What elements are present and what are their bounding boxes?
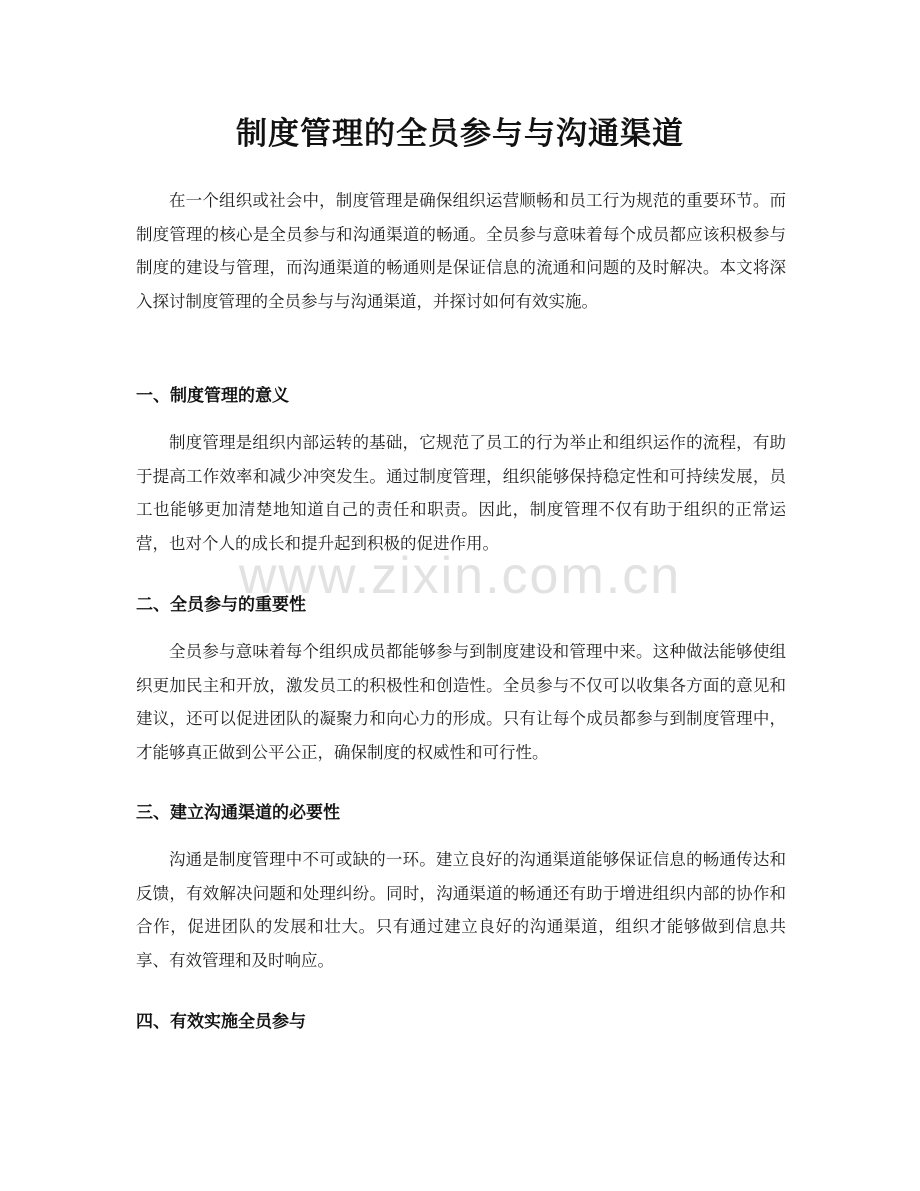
intro-paragraph: 在一个组织或社会中，制度管理是确保组织运营顺畅和员工行为规范的重要环节。而制度管理的核心是全员参与和沟通渠道的畅通。全员参与意味着每个成员都应该积极参与制度的建设与管理，而沟通渠道的畅通则是保证信息的流通和问题的及时解决。本文将深入探讨制度管理的全员参与与沟通渠道，并探讨如何有效实施。	[136, 191, 786, 311]
section-body-3: 沟通是制度管理中不可或缺的一环。建立良好的沟通渠道能够保证信息的畅通传达和反馈，有效解决问题和处理纠纷。同时，沟通渠道的畅通还有助于增进组织内部的协作和合作，促进团队的发展和壮大。只有通过建立良好的沟通渠道，组织才能够做到信息共享、有效管理和及时响应。	[136, 850, 786, 970]
section-heading-3: 三、建立沟通渠道的必要性	[136, 803, 340, 823]
section-body-1: 制度管理是组织内部运转的基础，它规范了员工的行为举止和组织运作的流程，有助于提高工作效率和减少冲突发生。通过制度管理，组织能够保持稳定性和可持续发展，员工也能够更加清楚地知道自己的责任和职责。因此，制度管理不仅有助于组织的正常运营，也对个人的成长和提升起到积极的促进作用。	[136, 433, 786, 553]
document-title: 制度管理的全员参与与沟通渠道	[236, 116, 684, 152]
watermark: www.zixin.com.cn	[238, 547, 682, 605]
section-heading-4: 四、有效实施全员参与	[136, 1012, 306, 1032]
section-heading-1: 一、制度管理的意义	[136, 386, 289, 406]
section-heading-2: 二、全员参与的重要性	[136, 595, 306, 615]
section-body-2: 全员参与意味着每个组织成员都能够参与到制度建设和管理中来。这种做法能够使组织更加民主和开放，激发员工的积极性和创造性。全员参与不仅可以收集各方面的意见和建议，还可以促进团队的凝聚力和向心力的形成。只有让每个成员都参与到制度管理中，才能够真正做到公平公正，确保制度的权威性和可行性。	[136, 642, 786, 762]
